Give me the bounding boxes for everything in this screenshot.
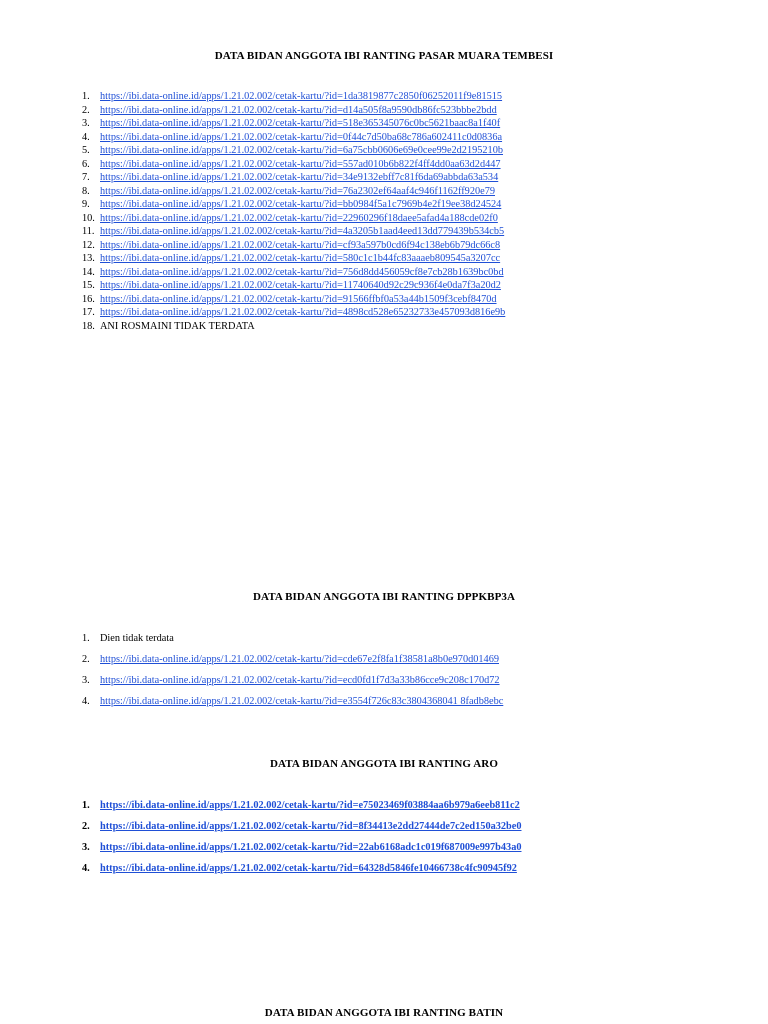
not-registered-note: ANI ROSMAINI TIDAK TERDATA bbox=[100, 320, 255, 332]
document-page: DATA BIDAN ANGGOTA IBI RANTING PASAR MUARA TEMBESI 1. https://ibi.data-online.id/apps/1.21.02.002/cetak-kartu/?id=1da3819877c2850f06252011f9e81515 2. https://ibi.data-online.id/apps/1.21.02.002/cetak-kartu/?id=d14a505f8a9590db86fc523bbbe2bdd 3. https://ibi.data-online.id/apps/1.21.02.002/cetak-kartu/?id=518e365345076c0bc5621baac8a1f40f 4. https://ibi.data-online.id/apps/1.21.02.002/cetak-kartu/?id=0f44c7d50ba68c786a602411c0d0836a 5. https://ibi.data-online.id/apps/1.21.02.002/cetak-kartu/?id=6a75cbb0606e69e0cee99e2d2195210b 6. https://ibi.data-online.id/apps/1.21.02.002/cetak-kartu/?id=557ad010b6b822f4ff4dd0aa63d2d447 7. https://ibi.data-online.id/apps/1.21.02.002/cetak-kartu/?id=34e9132ebff7c81f6da69abbda63a534 8. https://ibi.data-online.id/apps/1.21.02.002/cetak-kartu/?id=76a2302ef64aaf4c946f1162ff920e79 9. https://ibi.data-online.id/apps/1.21.02.002/cetak-kartu/?id=bb0984f5a1c7969b4e2f19ee38d24524 10. https://ibi.data-online.id/apps/1.21.02.002/cetak-kartu/?id=22960296f18daee5afad4a188cde02f0 11. https://ibi.data-online.id/apps/1.21.02.002/cetak-kartu/?id=4a3205b1aad4eed13dd779439b534cb5 12. https://ibi.data-online.id/apps/1.21.02.002/cetak-kartu/?id=cf93a597b0cd6f94c138eb6b79dc66c8 13. https://ibi.data-online.id/apps/1.21.02.002/cetak-kartu/?id=580c1c1b44fc83aaaeb809545a3207cc 14. https://ibi.data-online.id/apps/1.21.02.002/cetak-kartu/?id=756d8dd456059cf8e7cb28b1639bc0bd 15. https://ibi.data-online.id/apps/1.21.02.002/cetak-kartu/?id=11740640d92c29c936f4e0da7f3a20d2 16. https://ibi.data-online.id/apps/1.21.02.002/cetak-kartu/?id=91566ffbf0a53a44b1509f3cebf8470d 17. https://ibi.data-online.id/apps/1.21.02.002/cetak-kartu/?id=4898cd528e65232733e457093d816e9b 18. ANI ROSMAINI TIDAK TERDATA DATA BIDAN ANGGOTA IBI RANTING DPPKBP3A 1. Dien tidak terdata 2. https://ibi.data-online.id/apps/1.21.02.002/cetak-kartu/?id=cde67e2f8fa1f38581a8b0e970d01469 3. https://ibi.data-online.id/apps/1.21.02.002/cetak-kartu/?id=ecd0fd1f7d3a33b86cce9c208c170d72 4. https://ibi.data-online.id/apps/1.21.02.002/cetak-kartu/?id=e3554f726c83c3804368041 8fadb8ebc DATA BIDAN ANGGOTA IBI RANTING ARO 1. https://ibi.data-online.id/apps/1.21.02.002/cetak-kartu/?id=e75023469f03884aa6b979a6eeb811c2 2. https://ibi.data-online.id/apps/1.21.02.002/cetak-kartu/?id=8f34413e2dd27444de7c2ed150a32be0 3. https://ibi.data-online.id/apps/1.21.02.002/cetak-kartu/?id=22ab6168adc1c019f687009e997b43a0 4. https://ibi.data-online.id/apps/1.21.02.002/cetak-kartu/?id=64328d5846fe10466738c4fc90945f92 DATA BIDAN ANGGOTA IBI RANTING BATIN bbox=[0, 0, 768, 1024]
section-title-aro: DATA BIDAN ANGGOTA IBI RANTING ARO bbox=[269, 758, 499, 770]
member-card-link[interactable]: https://ibi.data-online.id/apps/1.21.02.002/cetak-kartu/?id=22ab6168adc1c019f687009e997b43a0 bbox=[100, 842, 522, 853]
member-card-link[interactable]: https://ibi.data-online.id/apps/1.21.02.002/cetak-kartu/?id=76a2302ef64aaf4c946f1162ff920e79 bbox=[100, 185, 495, 197]
member-card-link[interactable]: https://ibi.data-online.id/apps/1.21.02.002/cetak-kartu/?id=cf93a597b0cd6f94c138eb6b79dc66c8 bbox=[100, 239, 501, 251]
section-title-pasar-muara-tembesi: DATA BIDAN ANGGOTA IBI RANTING PASAR MUARA TEMBESI bbox=[214, 50, 554, 62]
member-card-link[interactable]: https://ibi.data-online.id/apps/1.21.02.002/cetak-kartu/?id=64328d5846fe10466738c4fc90945f92 bbox=[100, 863, 517, 874]
member-card-link[interactable]: https://ibi.data-online.id/apps/1.21.02.002/cetak-kartu/?id=4a3205b1aad4eed13dd779439b534cb5 bbox=[100, 226, 505, 237]
not-registered-note: Dien tidak terdata bbox=[100, 633, 174, 644]
member-card-link[interactable]: https://ibi.data-online.id/apps/1.21.02.002/cetak-kartu/?id=34e9132ebff7c81f6da69abbda63a534 bbox=[100, 172, 499, 183]
section-title-dppkbp3a: DATA BIDAN ANGGOTA IBI RANTING DPPKBP3A bbox=[252, 591, 516, 603]
member-card-link[interactable]: https://ibi.data-online.id/apps/1.21.02.002/cetak-kartu/?id=0f44c7d50ba68c786a602411c0d0836a bbox=[100, 131, 503, 143]
member-card-link[interactable]: https://ibi.data-online.id/apps/1.21.02.002/cetak-kartu/?id=cde67e2f8fa1f38581a8b0e970d01469 bbox=[100, 654, 499, 665]
member-card-link[interactable]: https://ibi.data-online.id/apps/1.21.02.002/cetak-kartu/?id=1da3819877c2850f06252011f9e81515 bbox=[100, 91, 503, 102]
member-card-link[interactable]: https://ibi.data-online.id/apps/1.21.02.002/cetak-kartu/?id=d14a505f8a9590db86fc523bbbe2bdd bbox=[100, 104, 497, 116]
member-card-link[interactable]: https://ibi.data-online.id/apps/1.21.02.002/cetak-kartu/?id=91566ffbf0a53a44b1509f3cebf8470d bbox=[100, 293, 497, 305]
member-card-link[interactable]: https://ibi.data-online.id/apps/1.21.02.002/cetak-kartu/?id=ecd0fd1f7d3a33b86cce9c208c170d72 bbox=[100, 675, 500, 686]
member-card-link[interactable]: https://ibi.data-online.id/apps/1.21.02.002/cetak-kartu/?id=557ad010b6b822f4ff4dd0aa63d2d447 bbox=[100, 158, 501, 170]
member-card-link[interactable]: https://ibi.data-online.id/apps/1.21.02.002/cetak-kartu/?id=4898cd528e65232733e457093d816e9b bbox=[100, 307, 506, 318]
member-card-link[interactable]: https://ibi.data-online.id/apps/1.21.02.002/cetak-kartu/?id=22960296f18daee5afad4a188cde02f0 bbox=[100, 212, 498, 224]
member-card-link[interactable]: https://ibi.data-online.id/apps/1.21.02.002/cetak-kartu/?id=e3554f726c83c3804368041 8fadb8ebc bbox=[100, 696, 504, 707]
section-title-batin: DATA BIDAN ANGGOTA IBI RANTING BATIN bbox=[264, 1007, 504, 1019]
member-card-link[interactable]: https://ibi.data-online.id/apps/1.21.02.002/cetak-kartu/?id=11740640d92c29c936f4e0da7f3a20d2 bbox=[100, 280, 501, 291]
member-card-link[interactable]: https://ibi.data-online.id/apps/1.21.02.002/cetak-kartu/?id=756d8dd456059cf8e7cb28b1639bc0bd bbox=[100, 266, 504, 278]
member-card-link[interactable]: https://ibi.data-online.id/apps/1.21.02.002/cetak-kartu/?id=518e365345076c0bc5621baac8a1f40f bbox=[100, 118, 501, 129]
member-card-link[interactable]: https://ibi.data-online.id/apps/1.21.02.002/cetak-kartu/?id=8f34413e2dd27444de7c2ed150a32be0 bbox=[100, 821, 522, 832]
member-card-link[interactable]: https://ibi.data-online.id/apps/1.21.02.002/cetak-kartu/?id=bb0984f5a1c7969b4e2f19ee38d24524 bbox=[100, 199, 502, 210]
member-card-link[interactable]: https://ibi.data-online.id/apps/1.21.02.002/cetak-kartu/?id=6a75cbb0606e69e0cee99e2d2195210b bbox=[100, 145, 503, 156]
member-card-link[interactable]: https://ibi.data-online.id/apps/1.21.02.002/cetak-kartu/?id=e75023469f03884aa6b979a6eeb811c2 bbox=[100, 800, 520, 811]
member-card-link[interactable]: https://ibi.data-online.id/apps/1.21.02.002/cetak-kartu/?id=580c1c1b44fc83aaaeb809545a3207cc bbox=[100, 253, 501, 264]
